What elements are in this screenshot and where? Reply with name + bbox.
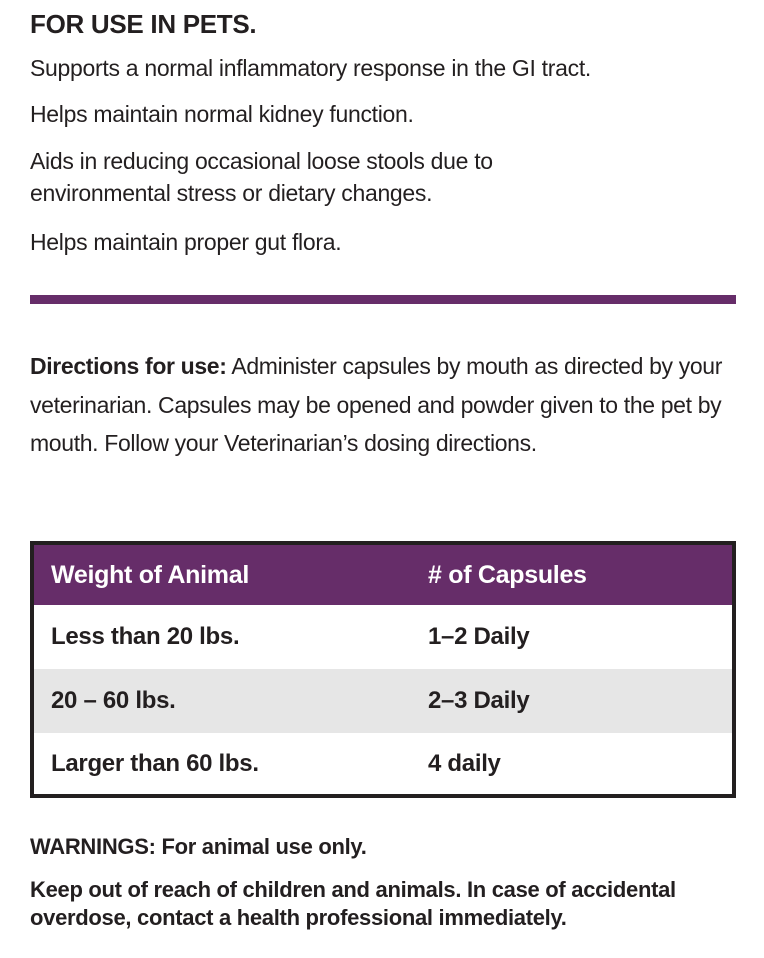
table-row [34,605,732,669]
section-divider [30,295,736,304]
column-header-capsules: # of Capsules [411,545,732,605]
weight-cell: Less than 20 lbs. [34,605,411,669]
dosing-table [30,541,736,798]
benefit-item: Helps maintain normal kidney function. [30,101,414,127]
usage-heading: FOR USE IN PETS. [30,9,257,39]
capsules-cell: 4 daily [411,733,732,794]
benefit-item: Helps maintain proper gut flora. [30,229,342,255]
directions-paragraph [30,347,742,463]
benefit-item: Aids in reducing occasional loose stools due to environmental stress or dietary changes. [30,148,493,206]
column-header-weight: Weight of Animal [34,545,411,605]
benefit-item: Supports a normal inflammatory response in the GI tract. [30,55,592,81]
capsules-cell: 2–3 Daily [411,669,732,733]
weight-cell: 20 – 60 lbs. [34,669,411,733]
directions-text: Administer capsules by mouth as directed by your veterinarian. Capsules may be opened and powder given to the pet by mouth. Follow your Veterinarian’s dosing directions. [30,353,723,456]
table-row [34,733,732,794]
directions-label: Directions for use: [30,353,227,379]
table-header-row [34,545,732,605]
weight-cell: Larger than 60 lbs. [34,733,411,794]
caution-text: Keep out of reach of children and animals. In case of accidental overdose, contact a health professional immediately. [30,877,676,930]
capsules-cell: 1–2 Daily [411,605,732,669]
table-row [34,669,732,733]
warning-line: WARNINGS: For animal use only. [30,834,367,859]
